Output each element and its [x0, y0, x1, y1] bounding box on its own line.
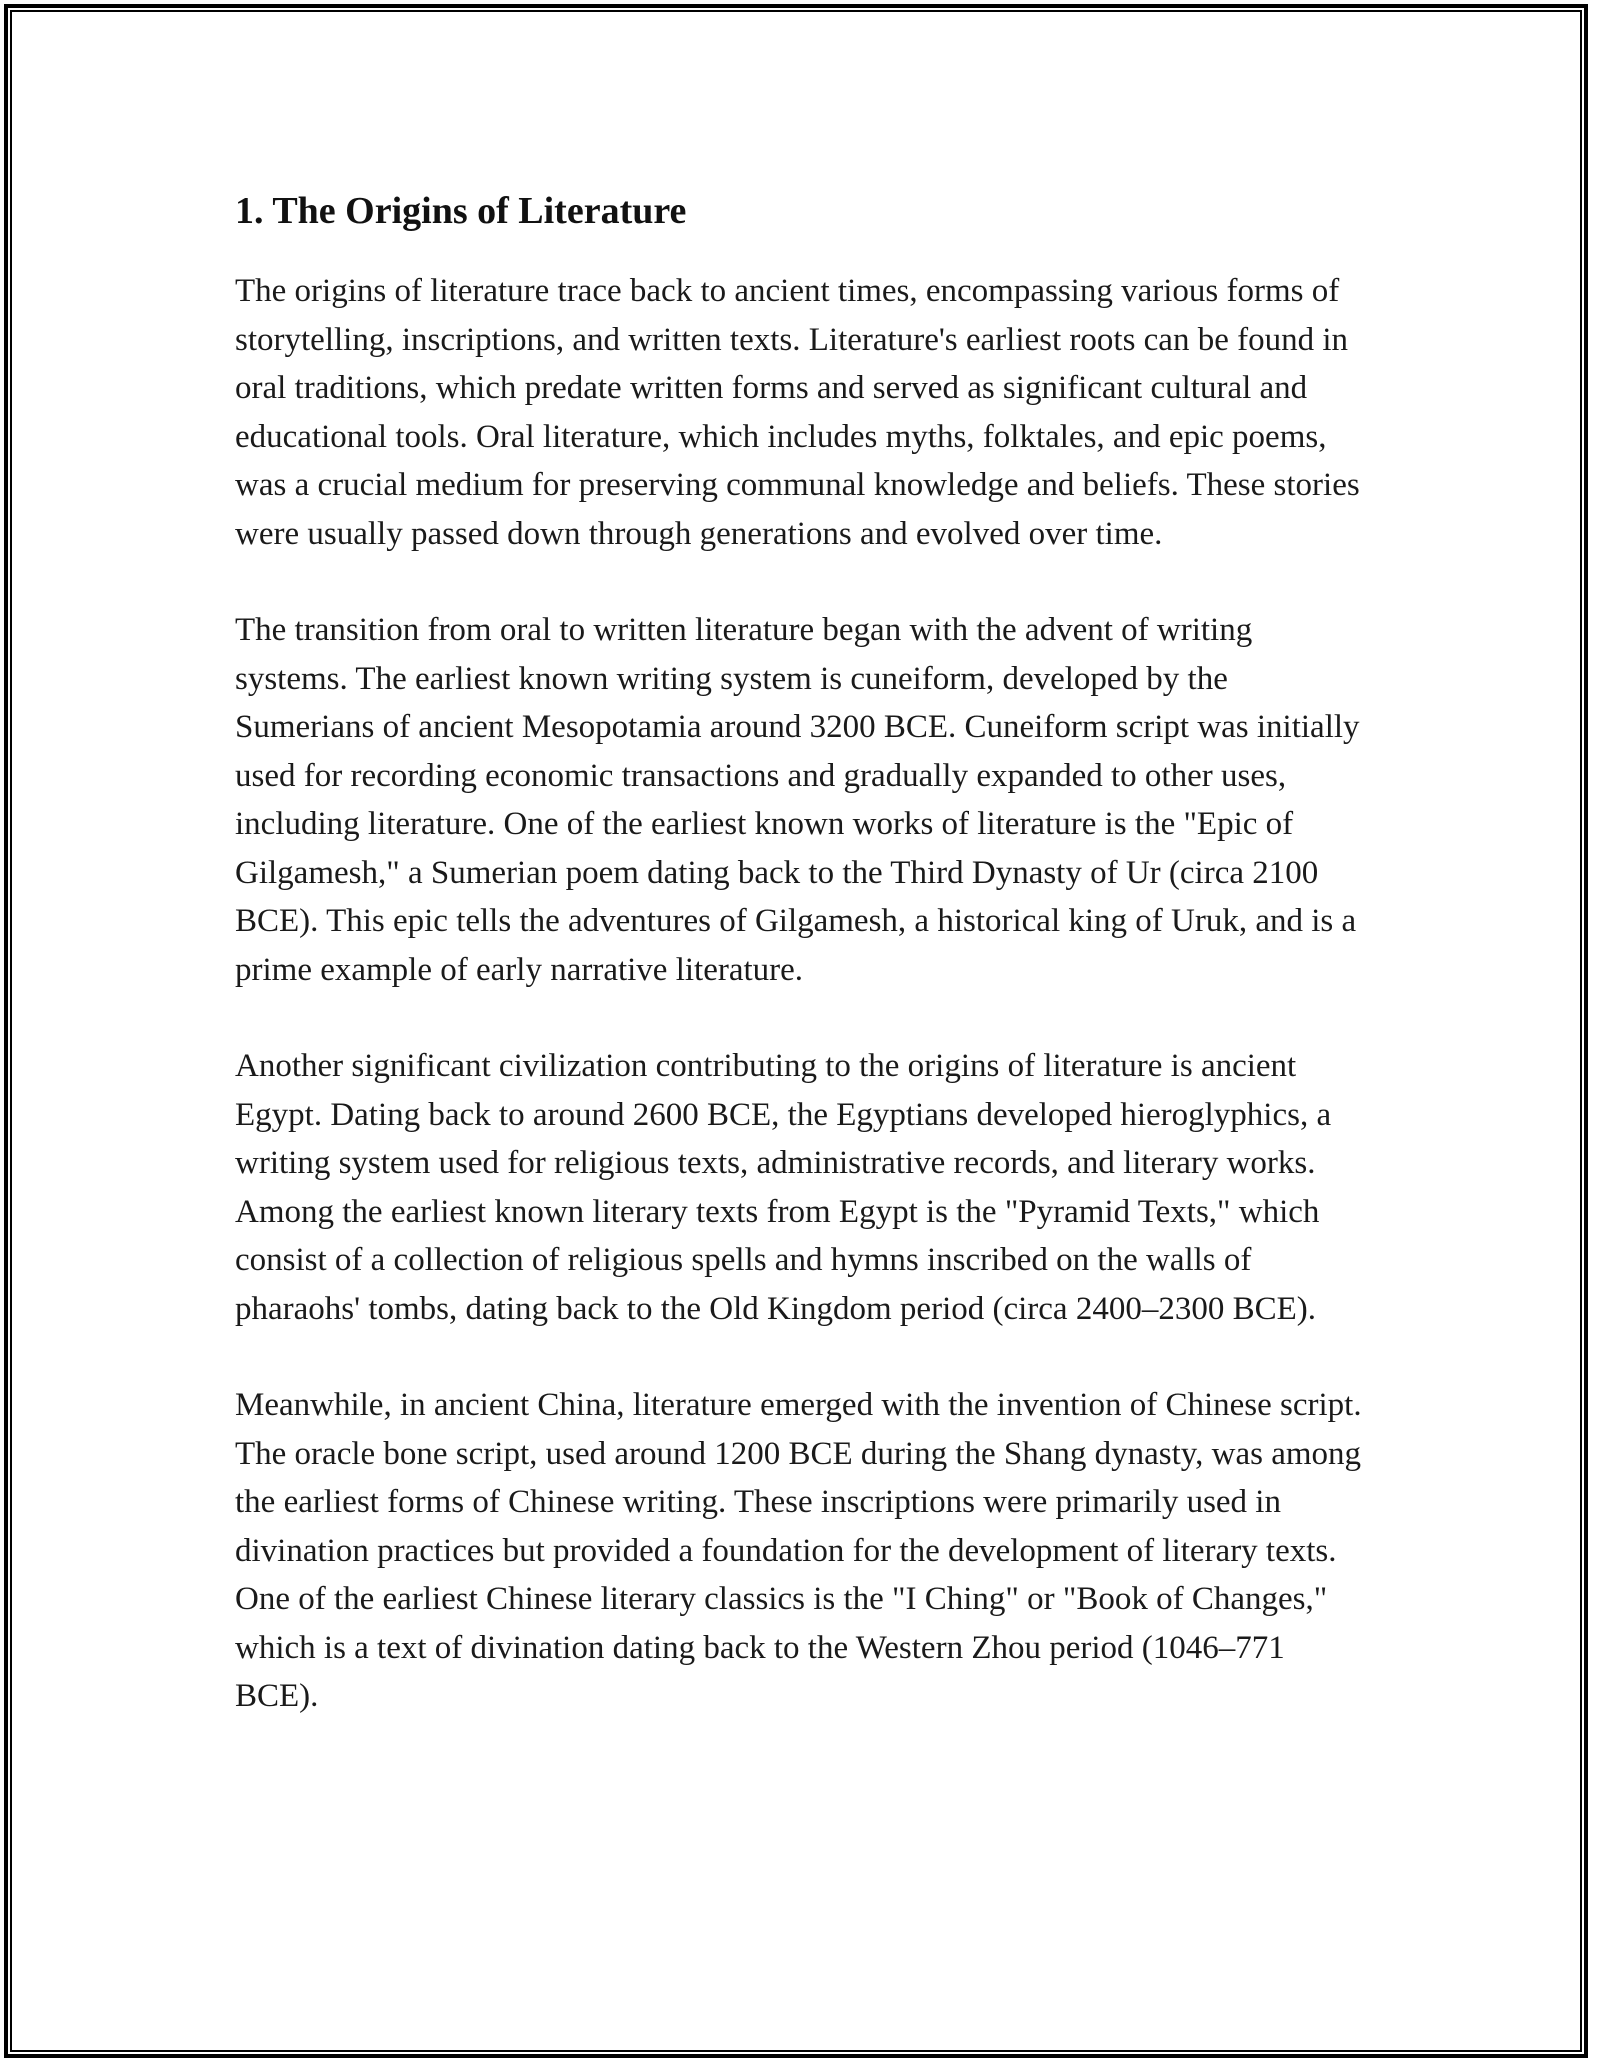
- section-heading: 1. The Origins of Literature: [235, 190, 687, 232]
- document-body: [235, 185, 1370, 1769]
- paragraph-egypt: Another significant civilization contributing to the origins of literature is ancient Egypt. Dating back to around 2600 BCE, the Egyptians developed hieroglyphics, a writing system used for religious texts, administrative records, and literary works. Among the earliest known literary texts from Egypt is the "Pyramid Texts," which consist of a collection of religious spells and hymns inscribed on the walls of pharaohs' tombs, dating back to the Old Kingdom period (circa 2400–2300 BCE).: [235, 1048, 1332, 1327]
- paragraph-cuneiform: The transition from oral to written literature began with the advent of writing systems. The earliest known writing system is cuneiform, developed by the Sumerians of ancient Mesopotamia around 3200 BCE. Cuneiform script was initially used for recording economic transactions and gradually expanded to other uses, including literature. One of the earliest known works of literature is the "Epic of Gilgamesh," a Sumerian poem dating back to the Third Dynasty of Ur (circa 2100 BCE). This epic tells the adventures of Gilgamesh, a historical king of Uruk, and is a prime example of early narrative literature.: [235, 612, 1360, 988]
- paragraph-oral-traditions: The origins of literature trace back to ancient times, encompassing various forms of storytelling, inscriptions, and written texts. Literature's earliest roots can be found in oral traditions, which predate written forms and served as significant cultural and educational tools. Oral literature, which includes myths, folktales, and epic poems, was a crucial medium for preserving communal knowledge and beliefs. These stories were usually passed down through generations and evolved over time.: [235, 273, 1360, 552]
- paragraph-china: Meanwhile, in ancient China, literature emerged with the invention of Chinese script. The oracle bone script, used around 1200 BCE during the Shang dynasty, was among the earliest forms of Chinese writing. These inscriptions were primarily used in divination practices but provided a foundation for the development of literary texts. One of the earliest Chinese literary classics is the "I Ching" or "Book of Changes," which is a text of divination dating back to the Western Zhou period (1046–771 BCE).: [235, 1387, 1362, 1714]
